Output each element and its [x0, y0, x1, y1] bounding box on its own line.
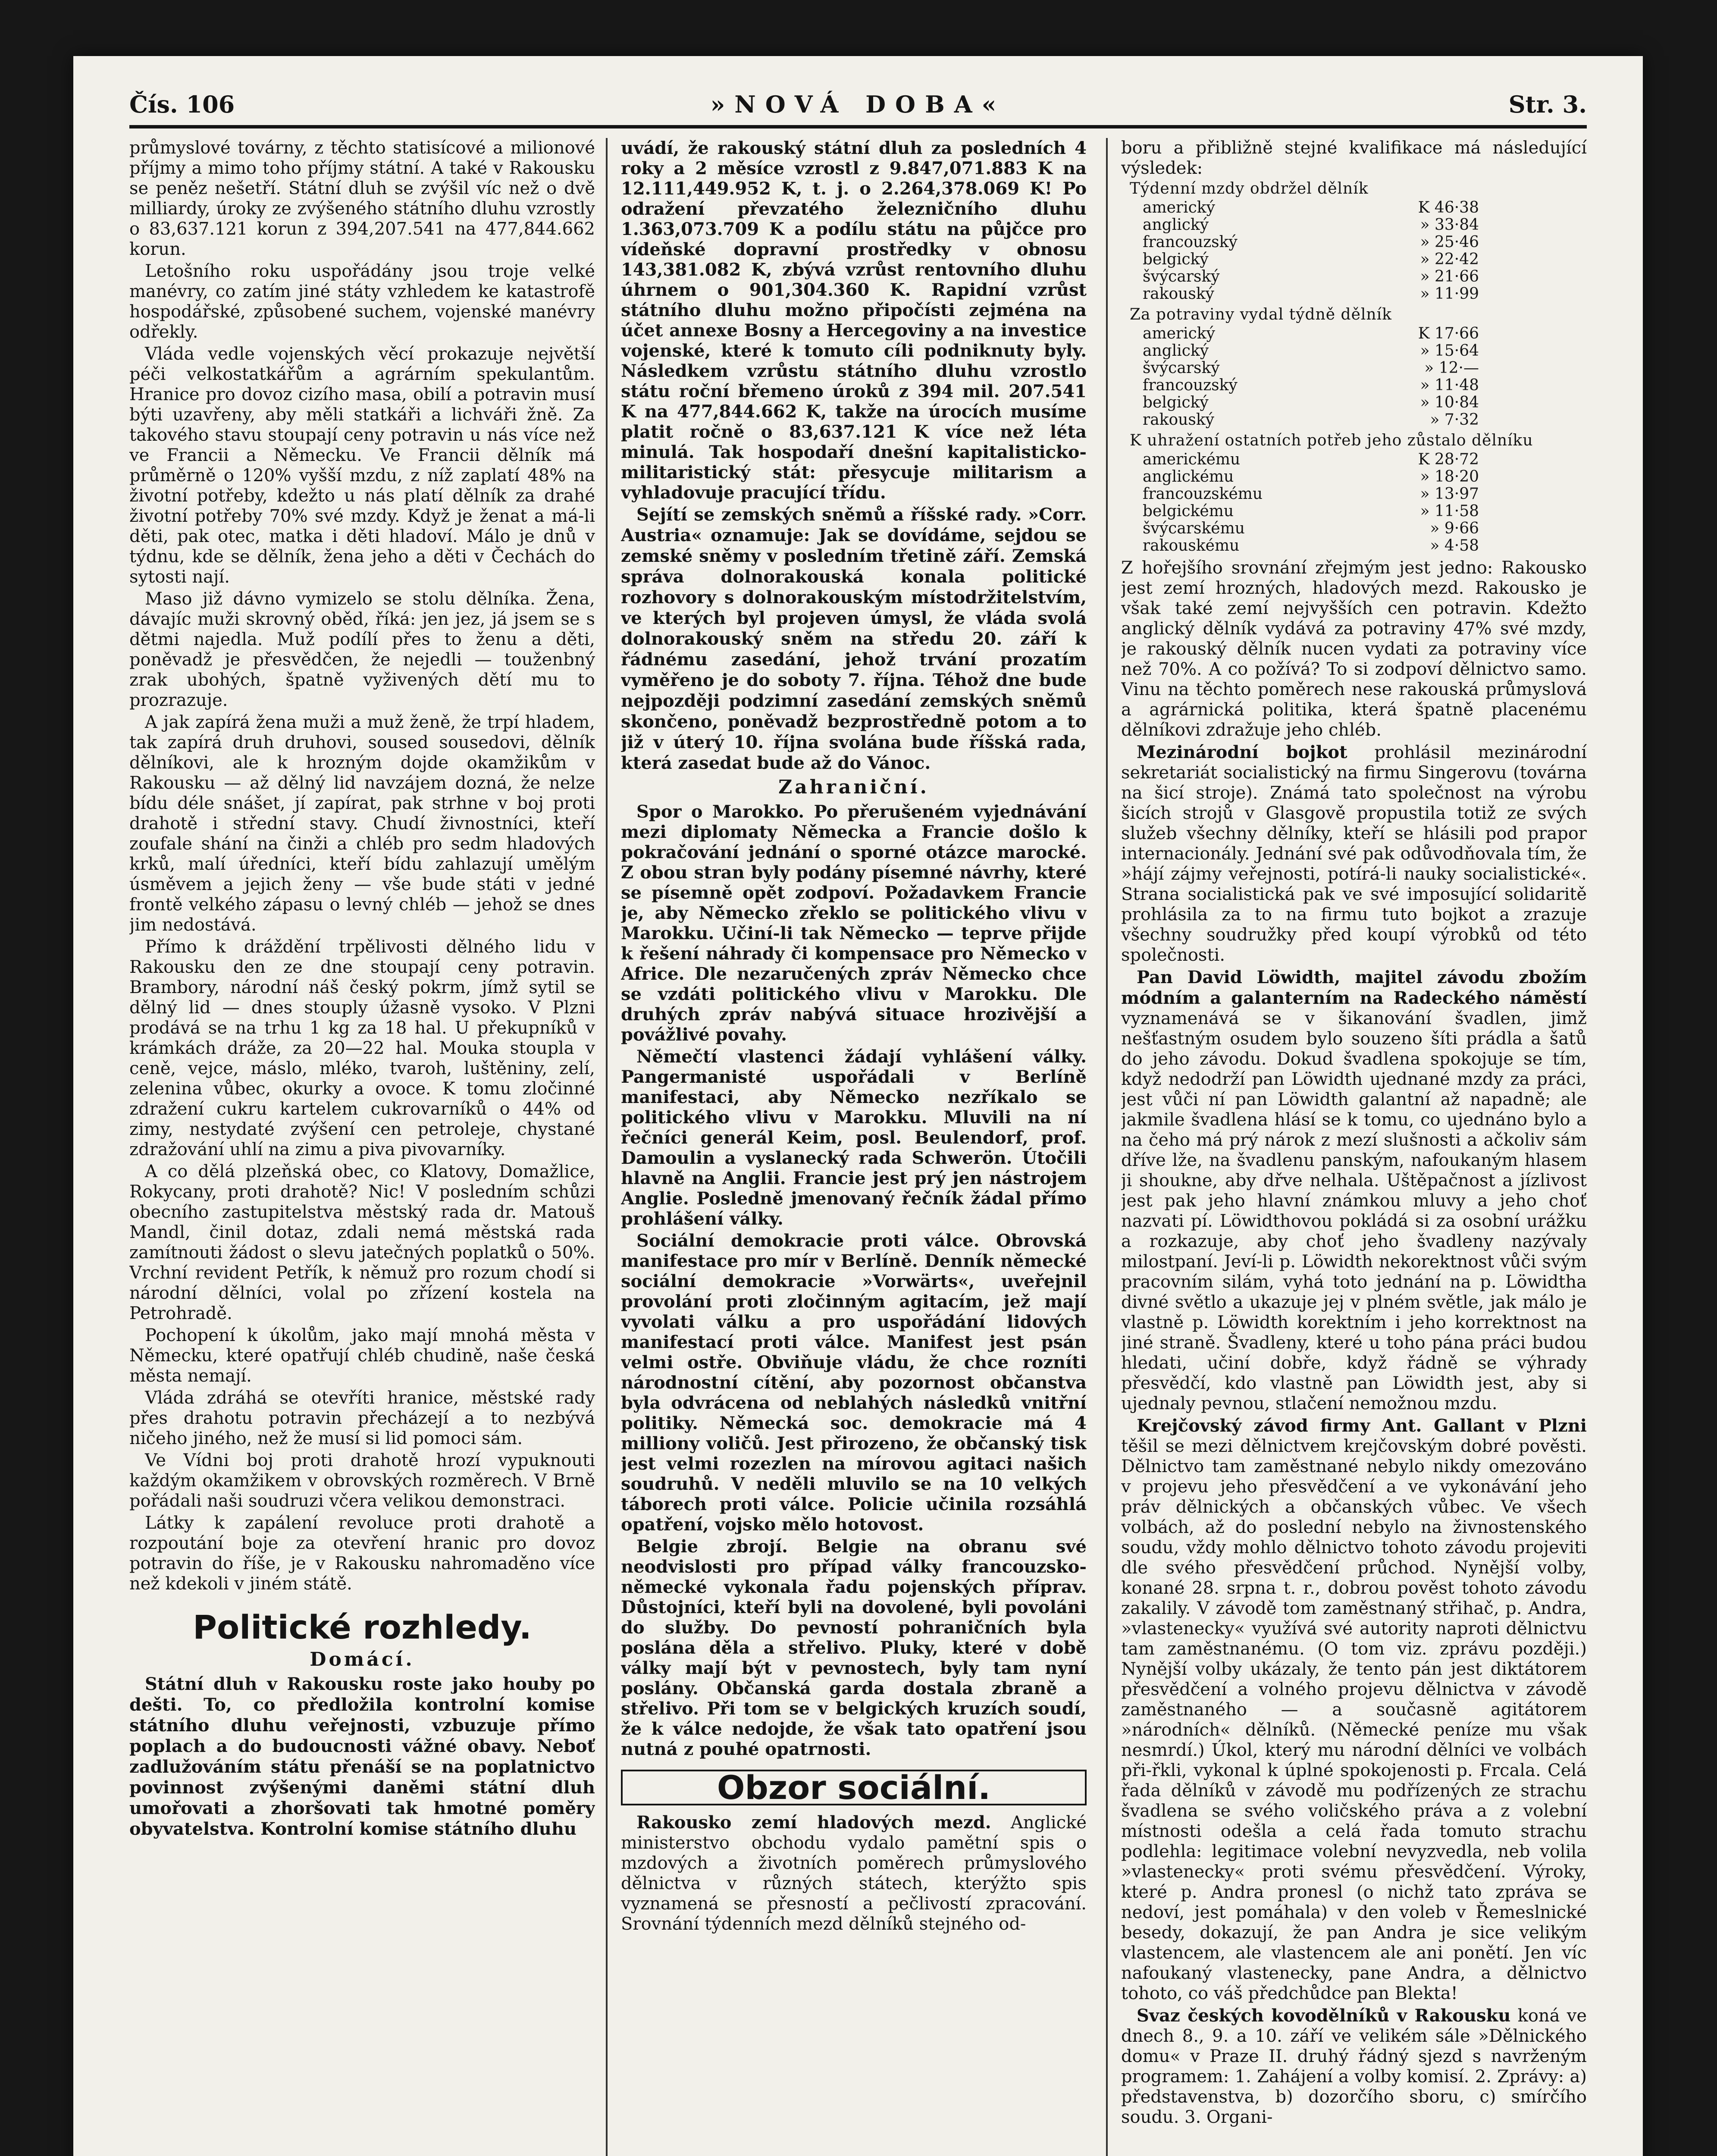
- amount: » 25·46: [1420, 233, 1479, 251]
- amount: » 7·32: [1430, 411, 1479, 429]
- column-3: [1121, 138, 1587, 2156]
- page-header: [129, 86, 1587, 125]
- country: belgický: [1143, 394, 1209, 411]
- amount: » 10·84: [1420, 394, 1479, 411]
- article-paragraph: A jak zapírá žena muži a muž ženě, že trpí hladem, tak zapírá druh druhovi, soused sousedovi, dělník dělníkovi, ale k hrozným dojde okamžikům v Rakousku — až dělný lid navzájem dozná, že nelze bídu déle snášet, jí zapírat, pak strhne v boj proti drahotě i střední stavy. Chudí živnostníci, kteří zoufale shání na činži a chléb pro sedm hladových krků, malí úředníci, kteří bídu zahlazují umělým úsměvem a jejich ženy — vše bude státi v jedné frontě velkého zápasu o levný chléb — jehož se dnes jim nedostává.: [129, 712, 595, 935]
- wage-table-remaining: [1130, 432, 1587, 555]
- wage-row: [1143, 342, 1479, 360]
- article-text: vyznamenává se v šikanování švadlen, jimž nešťastným osudem bylo souzeno šíti prádla a šatů do jeho závodu. Dokud švadlena spokojuje se tím, když nedodrží pan Löwidth ujednané mzdy za práci, jest vůči ní pan Löwidth galantní až napadně; ale jakmile švadlena hlásí se k tomu, co ujednáno bylo a na čeho má prý nárok z mezí slušnosti a ačkoliv sám dříve lže, na švadlenu panským, nafoukaným hlasem ji shoukne, aby dřve nelhala. Uštěpačnost a jízlivost jest pak jeho hlavní známkou mluvy a jeho choť nazvati pí. Löwidthovou pokládá si za osobní urážku a rozkazuje, aby choť jeho švadleny nazývaly milostpaní. Jeví-li p. Löwidth nekorektnost vůči svým pracovním silám, vyhá toto jednání na p. Löwidtha divné světlo a ukazuje jej v plném světle, jak málo je vlastně p. Löwidth korektním i jeho korrektnost na jiné straně. Švadleny, které u toho pána práci budou hledati, učiní dobře, když řádně se výhrady přesvědčí, kdo vlastně pan Löwidth jest, aby si ujednaly pevnou, stlačení nemožnou mzdu.: [1121, 1009, 1587, 1413]
- wage-row: [1143, 520, 1479, 537]
- article-text: koná ve dnech 8., 9. a 10. září ve velikém sále »Dělnického domu« v Praze II. druhý řádný sjezd s navrženým programem: 1. Zahájení a volby komisí. 2. Zprávy: a) představenstva, b) dozorčího sboru, c) smírčího soudu. 3. Organi-: [1121, 2006, 1587, 2127]
- wage-row: [1143, 251, 1479, 268]
- wage-row: [1143, 377, 1479, 394]
- country: rakouský: [1143, 285, 1214, 303]
- column-2: [621, 138, 1087, 2156]
- amount: » 4·58: [1430, 537, 1479, 555]
- wage-row: [1143, 360, 1479, 377]
- article-paragraph: [1121, 2006, 1587, 2128]
- column-divider: [606, 138, 608, 2156]
- article-paragraph: [621, 1812, 1087, 1934]
- section-title-politicke: Politické rozhledy.: [193, 1608, 532, 1646]
- header-rule: [129, 125, 1587, 128]
- country: francouzskému: [1143, 485, 1263, 503]
- article-paragraph: průmyslové továrny, z těchto statisícové a milionové příjmy a mimo toho příjmy státní. A také v Rakousku se peněz nešetří. Státní dluh se zvýšil víc než o dvě milliardy, úroky ze zvýšeného státního dluhu vzrostly o 83,637.121 korun z 394,207.541 na 477,844.662 korun.: [129, 138, 595, 259]
- article-paragraph: Němečtí vlastenci žádají vyhlášení války. Pangermanisté uspořádali v Berlíně manifestaci, aby Německo nezříkalo se politického vlivu v Marokku. Mluvili na ní řečníci generál Keim, posl. Beulendorf, prof. Damoulin a vyslanecký rada Schwerön. Útočili hlavně na Anglii. Francie jest prý jen nástrojem Anglie. Posledně jmenovaný řečník žádal přímo prohlášení války.: [621, 1047, 1087, 1229]
- article-lead: Státní dluh v Rakousku roste jako houby po dešti.: [129, 1674, 595, 1715]
- article-paragraph: [1121, 742, 1587, 965]
- amount: » 22·42: [1420, 251, 1479, 268]
- article-paragraph: uvádí, že rakouský státní dluh za posledních 4 roky a 2 měsíce vzrostl z 9.847,071.883 K na 12.111,449.952 K, t. j. o 2.264,378.069 K! Po odražení převzatého železničního dluhu 1.363,073.709 K a podílu státu na půjčce pro vídeňské dopravní prostředky v obnosu 143,381.082 K, zbývá vzrůst rentovního dluhu úhrnem o 901,304.360 K. Rapidní vzrůst státního dluhu možno připočísti zejména na účet annexe Bosny a Hercegoviny a na investice vojenské, které k tomuto cíli podniknuty byly. Následkem vzrůstu státního dluhu vzrostlo státu roční břemeno úroků z 394 mil. 207.541 K na 477,844.662 K, takže na úrocích musíme platit ročně o 83,637.121 K více než léta minulá. Tak hospodaří dnešní kapitalisticko-militaristický stát: přesycuje militarism a vyhladovuje pracující třídu.: [621, 138, 1087, 503]
- amount: » 11·58: [1420, 502, 1479, 520]
- amount: » 11·99: [1420, 285, 1479, 303]
- article-text: Anglické ministerstvo obchodu vydalo pamětní spis o mzdových a životních poměrech průmyslového dělnictva v různých státech, kterýžto spis vyznamená se přesností a pečlivostí zpracování. Srovnání týdenních mezd dělníků stejného od-: [621, 1813, 1087, 1934]
- amount: » 13·97: [1420, 485, 1479, 503]
- country: anglický: [1143, 342, 1209, 360]
- wage-row: [1143, 234, 1479, 251]
- article-paragraph: Letošního roku uspořádány jsou troje velké manévry, co zatím jiné státy vzhledem ke katastrofě hospodářské, způsobené suchem, vojenské manévry odřekly.: [129, 261, 595, 342]
- article-paragraph: [129, 1674, 595, 1839]
- country: francouzský: [1143, 233, 1238, 251]
- article-paragraph: Vláda vedle vojenských věcí prokazuje největší péči velkostatkářům a agrárním spekulantům. Hranice pro dovoz cizího masa, obilí a potravin musí býti uzavřeny, aby měli statkáři a lichváři žně. Za takového stavu stoupají ceny potravin u nás více než ve Francii a Německu. Ve Francii dělník má průměrně o 120% vyšší mzdu, z níž zaplatí 48% na životní potřeby, kdežto u nás platí dělník za drahé životní potřeby 70% své mzdy. Když je ženat a má-li děti, pak otec, matka i děti hladoví. Málo je dnů v týdnu, kde se dělník, žena jeho a děti v Čechách do sytosti nají.: [129, 344, 595, 587]
- amount: » 12·—: [1424, 359, 1479, 377]
- section-title-obzor: Obzor sociální.: [621, 1770, 1087, 1805]
- page-number: Str. 3.: [1508, 91, 1587, 118]
- article-lead: Sejítí se zemských sněmů a říšské rady.: [636, 505, 1022, 525]
- wage-row: [1143, 285, 1479, 303]
- subsection-zahranicni: Zahraniční.: [778, 776, 929, 798]
- wage-row: [1143, 451, 1479, 468]
- country: americkému: [1143, 451, 1241, 468]
- article-lead: Krejčovský závod firmy Ant. Gallant v Plzni: [1137, 1416, 1587, 1436]
- article-paragraph: [1121, 967, 1587, 1414]
- amount: K 46·38: [1418, 199, 1479, 216]
- wage-row: [1143, 503, 1479, 520]
- amount: » 33·84: [1420, 216, 1479, 234]
- article-text: »Corr. Austria« oznamuje: Jak se dovídáme, sejdou se zemské sněmy v posledním třetině září. Zemská správa dolnorakouská konala politické rozhovory s dolnorakouským místodržitelstvím, ve kterých byl projeven úmysl, že vláda svolá dolnorakouský sněm na středu 20. září k řádnému zasedání, jehož trvání prozatím vyměřeno je do soboty 7. října. Téhož dne bude nejpozději podzimní zasedání zemských sněmů skončeno, poněvadž bezprostředně potom a to již v úterý 10. října svolána bude říšská rada, která zasedat bude až do Vánoc.: [621, 505, 1087, 773]
- article-paragraph: Z hořejšího srovnání zřejmým jest jedno: Rakousko jest zemí hrozných, hladových mezd. Rakousko je však také zemí nejvyšších cen potravin. Kdežto anglický dělník vydává za potraviny 47% své mzdy, je rakouský dělník nucen vydati za potraviny více než 70%. A co požívá? To si zodpoví dělnictvo samo. Vinu na těchto poměrech nese rakouská průmyslová a agrárnická politika, která špatně placenému dělníkovi zdražuje jeho chléb.: [1121, 558, 1587, 740]
- wage-table-title: Týdenní mzdy obdržel dělník: [1130, 180, 1369, 197]
- article-paragraph: [1121, 1416, 1587, 2004]
- wage-row: [1143, 537, 1479, 555]
- article-paragraph: Vláda zdráhá se otevříti hranice, městské rady přes drahotu potravin přecházejí a to nezbývá ničeho jiného, než že musí si lid pomoci sám.: [129, 1388, 595, 1448]
- wage-table-weekly: [1130, 180, 1587, 303]
- article-text: To, co předložila kontrolní komise státního dluhu veřejnosti, vzbuzuje přímo poplach a do budoucnosti vážné obavy. Neboť zadlužováním státu přenáší se na poplatnictvo povinnost zvýšenými daněmi státní dluh umořovati a zhoršovati tak hmotné poměry obyvatelstva. Kontrolní komise státního dluhu: [129, 1695, 595, 1839]
- article-paragraph: Pochopení k úkolům, jako mají mnohá města v Německu, které opatřují chléb chudině, naše česká města nemají.: [129, 1326, 595, 1386]
- wage-row: [1143, 394, 1479, 411]
- masthead: »NOVÁ DOBA«: [710, 91, 1006, 118]
- article-paragraph: Látky k zapálení revoluce proti drahotě a rozpoutání boje za otevření hranic pro dovoz potravin do říše, je v Rakousku nahromaděno více než kdekoli v jiném státě.: [129, 1513, 595, 1594]
- amount: » 18·20: [1420, 468, 1479, 486]
- article-paragraph: Přímo k dráždění trpělivosti dělného lidu v Rakousku den ze dne stoupají ceny potravin. Brambory, národní náš český pokrm, jímž sytil se dělný lid — dnes stouply úžasně vysoko. V Plzni prodává se na trhu 1 kg za 18 hal. U překupníků v krámkách dráže, za 20—22 hal. Mouka stoupla v ceně, vejce, máslo, mléko, tvaroh, luštěniny, zelí, zelenina vůbec, okurky a ovoce. K tomu zločinné zdražení cukru kartelem cukrovarníků o 44% od zimy, nestydaté zvýšení cen petroleje, chystané zdražování uhlí na zimu a piva pivovarníky.: [129, 937, 595, 1159]
- article-paragraph: Maso již dávno vymizelo se stolu dělníka. Žena, dávajíc muži skrovný oběd, říká: jen jez, já jsem se s dětmi najedla. Muž podílí přes to ženu a děti, poněvadž je přesvědčen, že nejedli — touženbný zrak ubohých, špatně vyživených dětí mu to prozrazuje.: [129, 589, 595, 710]
- wage-row: [1143, 486, 1479, 503]
- amount: K 28·72: [1418, 451, 1479, 468]
- amount: » 9·66: [1430, 520, 1479, 537]
- issue-number: Čís. 106: [129, 91, 235, 118]
- article-paragraph: boru a přibližně stejné kvalifikace má následující výsledek:: [1121, 138, 1587, 178]
- article-paragraph: Belgie zbrojí. Belgie na obranu své neodvislosti pro případ války francouzsko-německé vykonala řadu pojenských příprav. Důstojníci, kteří byli na dovolené, byli povoláni do služby. Do pevností pohraničních byla poslána děla a střelivo. Pluky, které v době války mají být v pevnostech, byly tam nyní poslány. Občanská garda dostala zbraně a střelivo. Při tom se v belgických kruzích soudí, že k válce nedojde, že však tato opatření jsou nutná z pouhé opatrnosti.: [621, 1536, 1087, 1759]
- wage-row: [1143, 199, 1479, 216]
- amount: » 11·48: [1420, 376, 1479, 394]
- country: rakouskému: [1143, 537, 1240, 555]
- country: švýcarský: [1143, 359, 1220, 377]
- wage-table-food: [1130, 306, 1587, 429]
- country: švýcarský: [1143, 268, 1220, 285]
- country: anglickému: [1143, 468, 1234, 486]
- country: americký: [1143, 199, 1215, 216]
- column-1: [129, 138, 595, 2156]
- article-lead: Svaz českých kovodělníků v Rakousku: [1137, 2006, 1511, 2026]
- article-text: prohlásil mezinárodní sekretariát socialistický na firmu Singerovu (továrna na šicí stroje). Známá tato společnost na výrobu šicích strojů v Glasgově propustila totiž ze svých služeb všechny dělníky, kteří se hlásili pod prapor internacionály. Jednání své pak odůvodňovala tím, že »hájí zájmy veřejnosti, potírá-li nauky socialistické«. Strana socialistická pak ve své imposující solidaritě prohlásila za to na firmu tuto bojkot a zrazuje všechny soudružky před koupí výrobků od této společnosti.: [1121, 743, 1587, 965]
- article-paragraph: Spor o Marokko. Po přerušeném vyjednávání mezi diplomaty Německa a Francie došlo k pokračování jednání o sporné otázce marocké. Z obou stran byly podány písemné návrhy, které se písemně opět zodpoví. Požadavkem Francie je, aby Německo zřeklo se politického vlivu v Marokku. Učiní-li tak Německo — teprve přijde k řešení náhrady či kompensace pro Německo v Africe. Dle nezaručených zpráv Německo chce se vzdáti politického vlivu v Marokku. Dle druhých zpráv nabývá situace hrozivější a povážlivé povahy.: [621, 802, 1087, 1045]
- article-lead: Rakousko zemí hladových mezd.: [636, 1812, 991, 1833]
- wage-table-title: Za potraviny vydal týdně dělník: [1130, 306, 1392, 323]
- wage-row: [1143, 216, 1479, 234]
- country: belgický: [1143, 251, 1209, 268]
- country: švýcarskému: [1143, 520, 1245, 537]
- country: americký: [1143, 325, 1215, 342]
- article-paragraph: Sociální demokracie proti válce. Obrovská manifestace pro mír v Berlíně. Denník německé sociální demokracie »Vorwärts«, uveřejnil provolání proti zločinným agitacím, jež mají vyvolati válku a pro uspořádání lidových manifestací proti válce. Manifest jest psán velmi ostře. Obviňuje vládu, že chce rozníti národnostní cítění, aby pozornost občanstva byla odvrácena od neblahých následků vnitřní politiky. Německá soc. demokracie má 4 milliony voličů. Jest přirozeno, že občanský tisk jest velmi rozezlen na mírovou agitaci našich soudruhů. V neděli mluvilo se na 10 velkých táborech proti válce. Policie učinila rozsáhlá opatření, vojsko mělo hotovost.: [621, 1231, 1087, 1535]
- article-lead: Mezinárodní bojkot: [1137, 742, 1347, 762]
- amount: » 15·64: [1420, 342, 1479, 360]
- article-lead: Pan David Löwidth, majitel závodu zbožím módním a galanterním na Radeckého náměstí: [1121, 967, 1587, 1008]
- country: belgickému: [1143, 502, 1234, 520]
- column-divider: [1106, 138, 1108, 2156]
- country: anglický: [1143, 216, 1209, 234]
- wage-row: [1143, 325, 1479, 342]
- wage-row: [1143, 468, 1479, 486]
- newspaper-page: [73, 56, 1643, 2156]
- article-paragraph: A co dělá plzeňská obec, co Klatovy, Domažlice, Rokycany, proti drahotě? Nic! V posledním schůzi obecního zastupitelstva městský rada dr. Matouš Mandl, činil dotaz, zdali nemá městská rada zamítnouti žádost o slevu jatečných poplatků o 50%. Vrchní revident Petřík, k němuž pro rozum chodí si národní dělníci, volal po zřízení kostela na Petrohradě.: [129, 1162, 595, 1323]
- article-text: těšil se mezi dělnictvem krejčovským dobré pověsti. Dělnictvo tam zaměstnané nebylo nikdy omezováno v projevu jeho přesvědčení a ve vykonávání jeho práv dělnických a občanských vůbec. Ve všech volbách, až do poslední nebylo na živnostenského soudu, vždy mohlo dělnictvo tohoto závodu projeviti dle svého přesvědčení průchod. Nynější volby, konané 28. srpna t. r., dobrou pověst tohoto závodu zakalily. V závodě tom zaměstnaný střihač, p. Andra, »vlastenecky« využívá své autority naproti dělnictvu tam zaměstnanému. (O tom viz. zprávu později.) Nynější volby ukázaly, že tento pán jest diktátorem přesvědčení a volného projevu dělnictva v závodě zaměstnaného — a současně agitátorem »národních« dělníků. (Německé peníze mu však nesmrdí.) Úkol, který mu národní dělníci ve volbách při-řkli, vykonal k úplné spokojenosti p. Frcala. Celá řada dělníků v závodě mu podřízených ze strachu švadlena se svého voličského práva a z volební místnosti odešla a celá řada tomuto strachu podlehla: legitimace volební nevyzvedla, neb volila »vlastenecky« proti svému přesvědčení. Výroky, které p. Andra pronesl (o nichž tato zpráva se nedoví, jest pomáhala) v den voleb v Řemeslnické besedy, dokazují, že pan Andra je sice velikým vlastencem, ale vlastencem ale ani ponětí. Jen víc nafoukaný vlastenecky, pane Andra, a dělnictvo tohoto, co váš předchůdce pan Blekta!: [1121, 1436, 1587, 2003]
- subsection-domaci: Domácí.: [310, 1648, 415, 1670]
- country: rakouský: [1143, 411, 1214, 429]
- country: francouzský: [1143, 376, 1238, 394]
- amount: » 21·66: [1420, 268, 1479, 285]
- wage-row: [1143, 268, 1479, 285]
- wage-row: [1143, 411, 1479, 429]
- article-paragraph: [621, 505, 1087, 774]
- article-paragraph: Ve Vídni boj proti drahotě hrozí vypuknouti každým okamžikem v obrovských rozměrech. V Brně pořádali naši soudruzi včera velikou demonstraci.: [129, 1451, 595, 1511]
- wage-table-title: K uhražení ostatních potřeb jeho zůstalo dělníku: [1130, 432, 1533, 449]
- amount: K 17·66: [1418, 325, 1479, 342]
